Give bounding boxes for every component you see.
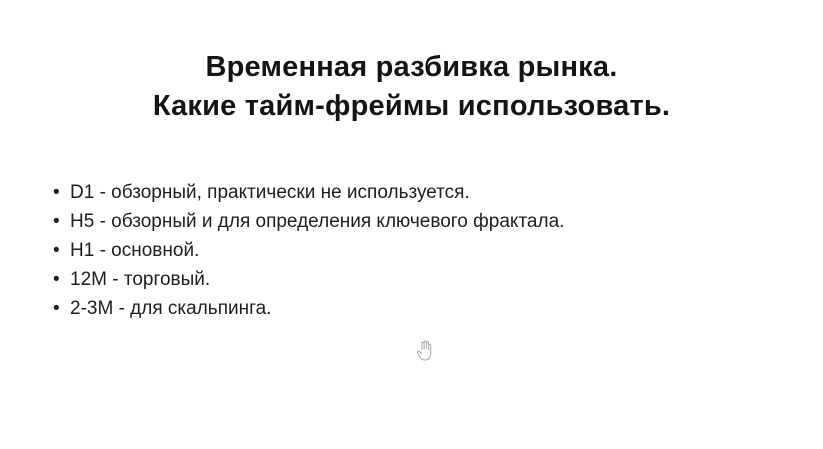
slide-title bbox=[0, 48, 823, 126]
bullet-item-h5: • H5 - обзорный и для определения ключевого фрактала. bbox=[70, 207, 823, 236]
bullet-item-12m: • 12M - торговый. bbox=[70, 265, 823, 294]
hand-cursor-icon bbox=[415, 338, 433, 364]
slide-title-line-2: Какие тайм-фреймы использовать. bbox=[152, 90, 671, 123]
slide-title-line-1: Временная разбивка рынка. bbox=[205, 51, 618, 83]
bullet-item-2-3m: • 2-3M - для скальпинга. bbox=[70, 294, 823, 323]
bullet-item-h1: • H1 - основной. bbox=[70, 236, 823, 265]
bullet-item-d1: • D1 - обзорный, практически не используется. bbox=[70, 178, 823, 207]
timeframe-bullet-list bbox=[0, 178, 823, 323]
